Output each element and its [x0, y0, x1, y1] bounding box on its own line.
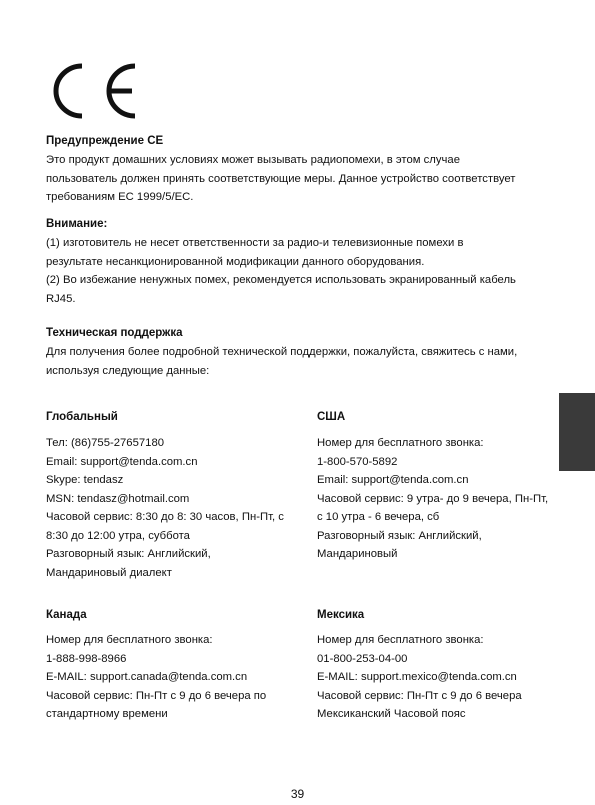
canada-line: Часовой сервис: Пн-Пт с 9 до 6 вечера по	[46, 689, 267, 702]
canada-line: 1-888-998-8966	[46, 652, 127, 665]
ce-warning-line: Это продукт домашних условиях может вызывать радиопомехи, в этом случае	[46, 154, 461, 166]
section-tab-marker	[559, 393, 595, 471]
global-line: Разговорный язык: Английский,	[46, 548, 211, 560]
support-title: Техническая поддержка	[46, 327, 183, 339]
canada-line: Номер для бесплатного звонка:	[46, 634, 213, 646]
mexico-line: 01-800-253-04-00	[317, 652, 408, 665]
attention-text	[46, 234, 516, 308]
usa-line: Мандариновый	[317, 548, 398, 560]
usa-line: с 10 утра - 6 вечера, сб	[317, 511, 440, 523]
usa-contact	[317, 434, 548, 564]
usa-line: 1-800-570-5892	[317, 455, 398, 468]
usa-line: Часовой сервис: 9 утра- до 9 вечера, Пн-Пт,	[317, 492, 549, 505]
usa-line: Разговорный язык: Английский,	[317, 529, 482, 542]
attention-line: RJ45.	[46, 292, 76, 305]
usa-line: Email: support@tenda.com.cn	[317, 474, 469, 486]
attention-line: (2) Во избежание ненужных помех, рекомендуется использовать экранированный кабель	[46, 274, 516, 286]
global-contact	[46, 434, 284, 582]
attention-line: результате несанкционированной модификации данного оборудования.	[46, 255, 425, 268]
global-line: Часовой сервис: 8:30 до 8: 30 часов, Пн-Пт, с	[46, 511, 284, 523]
mexico-line: Часовой сервис: Пн-Пт с 9 до 6 вечера	[317, 689, 522, 702]
mexico-contact	[317, 631, 522, 724]
global-line: Мандариновый диалект	[46, 566, 172, 579]
page-number: 39	[290, 787, 305, 801]
global-line: Email: support@tenda.com.cn	[46, 455, 198, 468]
ce-warning-title: Предупреждение CE	[46, 135, 164, 147]
canada-line: стандартному времени	[46, 708, 168, 720]
global-line: MSN: tendasz@hotmail.com	[46, 492, 190, 505]
canada-line: E-MAIL: support.canada@tenda.com.cn	[46, 671, 248, 683]
global-line: Тел: (86)755-27657180	[46, 437, 165, 449]
ce-mark-logo	[42, 62, 138, 120]
global-line: Skype: tendasz	[46, 474, 124, 486]
usa-line: Номер для бесплатного звонка:	[317, 437, 484, 449]
support-line: используя следующие данные:	[46, 364, 210, 377]
mexico-line: Номер для бесплатного звонка:	[317, 634, 484, 646]
ce-warning-line: требованиям EC 1999/5/EC.	[46, 191, 194, 203]
canada-contact	[46, 631, 266, 724]
mexico-line: Мексиканский Часовой пояс	[317, 708, 466, 720]
mexico-line: E-MAIL: support.mexico@tenda.com.cn	[317, 671, 517, 683]
usa-title: США	[317, 411, 346, 423]
attention-line: (1) изготовитель не несет ответственности за радио-и телевизионные помехи в	[46, 237, 464, 249]
canada-title: Канада	[46, 609, 87, 621]
support-line: Для получения более подробной технической поддержки, пожалуйста, свяжитесь с нами,	[46, 346, 518, 358]
ce-warning-line: пользователь должен принять соответствующие меры. Данное устройство соответствует	[46, 172, 516, 185]
mexico-title: Мексика	[317, 609, 365, 621]
attention-title: Внимание:	[46, 218, 108, 230]
support-text	[46, 343, 517, 380]
global-title: Глобальный	[46, 411, 118, 423]
global-line: 8:30 до 12:00 утра, суббота	[46, 529, 190, 542]
ce-warning-text	[46, 151, 515, 207]
